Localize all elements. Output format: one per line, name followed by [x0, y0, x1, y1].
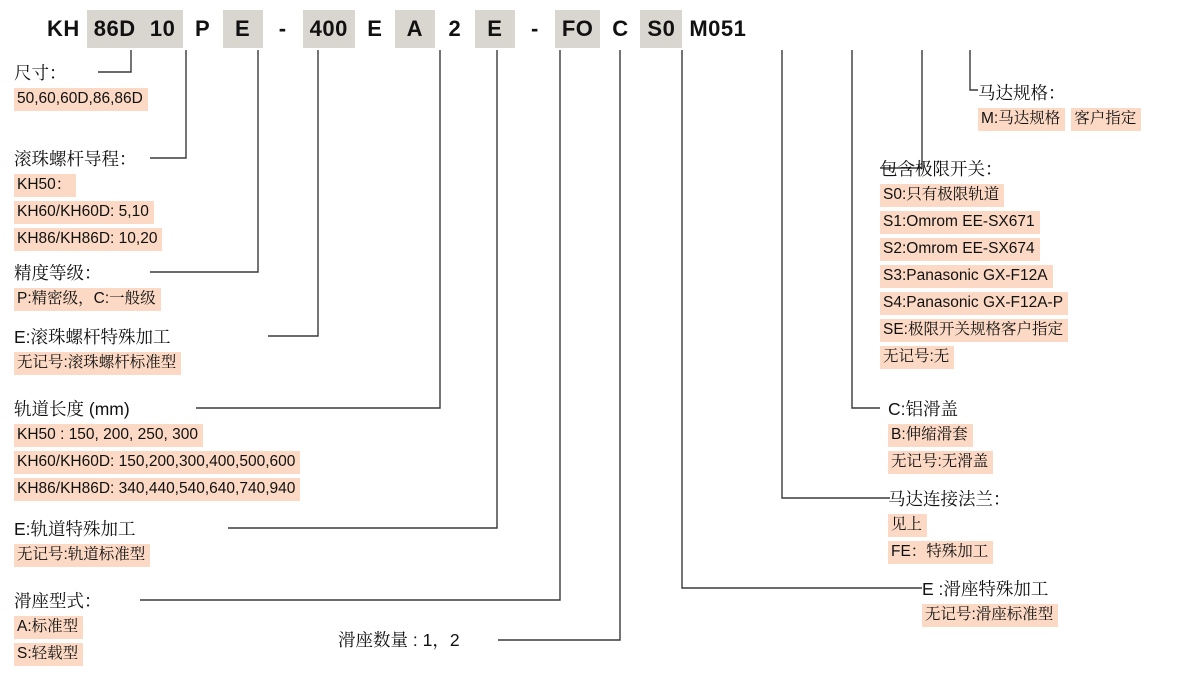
callout-accuracy-title: 精度等级： — [14, 263, 102, 283]
callout-rail-special-title: E:轨道特殊加工 — [14, 519, 136, 539]
callout-rail-length-value: KH86/KH86D: 340,440,540,640,740,940 — [14, 478, 300, 501]
callout-size-value: 50,60,60D,86,86D — [14, 88, 148, 111]
callout-rail-special-value: 无记号:轨道标准型 — [14, 544, 150, 567]
callout-screw-special — [14, 326, 181, 375]
callout-limit-switch-value: S3:Panasonic GX-F12A — [880, 265, 1053, 288]
code-segment: S0 — [640, 10, 682, 48]
callout-slider-special-title: E :滑座特殊加工 — [922, 579, 1049, 599]
callout-accuracy-value: P:精密级，C:一般级 — [14, 288, 161, 311]
callout-rail-length-value: KH50 : 150, 200, 250, 300 — [14, 424, 203, 447]
code-segment: C — [612, 16, 629, 41]
code-segment: M051 — [689, 16, 747, 41]
callout-lead-title: 滚珠螺杆导程： — [14, 149, 137, 169]
callout-rail-length — [14, 398, 300, 501]
callout-limit-switch-value: S2:Omrom EE-SX674 — [880, 238, 1040, 261]
callout-flange-value: FE：特殊加工 — [888, 541, 993, 564]
callout-flange-value: 见上 — [888, 514, 927, 537]
callout-limit-switch-title: 包含极限开关： — [880, 159, 1003, 179]
code-segment: 400 — [303, 10, 355, 48]
callout-screw-special-value: 无记号:滚珠螺杆标准型 — [14, 352, 181, 375]
callout-slider-special — [922, 578, 1058, 627]
code-segment: KH — [47, 16, 80, 41]
callout-lead-value: KH60/KH60D: 5,10 — [14, 201, 154, 224]
callout-slider-type-value: A:标准型 — [14, 616, 83, 639]
callout-limit-switch-value: SE:极限开关规格客户指定 — [880, 319, 1068, 342]
code-segment: - — [278, 16, 287, 41]
callout-flange-title: 马达连接法兰： — [888, 489, 1011, 509]
callout-cover-value: B:伸缩滑套 — [888, 424, 973, 447]
code-segment: - — [530, 16, 539, 41]
callout-slider-special-value: 无记号:滑座标准型 — [922, 604, 1058, 627]
code-segment: P — [195, 16, 211, 41]
callout-rail-special — [14, 518, 150, 567]
callout-cover-title: C:铝滑盖 — [888, 399, 958, 419]
callout-slider-count-title: 滑座数量 : 1，2 — [338, 630, 460, 650]
callout-slider-type — [14, 590, 102, 666]
callout-limit-switch-value: S1:Omrom EE-SX671 — [880, 211, 1040, 234]
callout-slider-type-value: S:轻载型 — [14, 643, 83, 666]
code-segment: E — [367, 16, 383, 41]
callout-cover — [888, 398, 993, 474]
callout-flange — [888, 488, 1011, 564]
callout-motor-spec-value: 客户指定 — [1071, 108, 1141, 131]
callout-size — [14, 62, 148, 111]
code-segment: E — [475, 10, 515, 48]
callout-slider-count — [338, 628, 460, 652]
callout-accuracy — [14, 262, 161, 311]
code-segment: E — [223, 10, 263, 48]
code-segment: 86D — [87, 10, 143, 48]
callout-size-title: 尺寸： — [14, 63, 67, 83]
callout-lead-value: KH50： — [14, 174, 76, 197]
code-segment: 10 — [143, 10, 183, 48]
callout-limit-switch-value: S0:只有极限轨道 — [880, 184, 1004, 207]
callout-motor-spec — [978, 82, 1141, 131]
callout-motor-spec-value: M:马达规格 — [978, 108, 1065, 131]
callout-limit-switch-value: 无记号:无 — [880, 346, 954, 369]
callout-lead — [14, 148, 162, 251]
callout-motor-spec-title: 马达规格： — [978, 83, 1066, 103]
callout-limit-switch-value: S4:Panasonic GX-F12A-P — [880, 292, 1068, 315]
callout-screw-special-title: E:滚珠螺杆特殊加工 — [14, 327, 171, 347]
callout-limit-switch — [880, 158, 1068, 369]
callout-rail-length-title: 轨道长度 (mm) — [14, 399, 130, 419]
callout-cover-value: 无记号:无滑盖 — [888, 451, 993, 474]
callout-slider-type-title: 滑座型式： — [14, 591, 102, 611]
code-segment: FO — [555, 10, 601, 48]
callout-rail-length-value: KH60/KH60D: 150,200,300,400,500,600 — [14, 451, 300, 474]
code-segment: A — [395, 10, 435, 48]
code-segment: 2 — [448, 16, 462, 41]
callout-lead-value: KH86/KH86D: 10,20 — [14, 228, 162, 251]
